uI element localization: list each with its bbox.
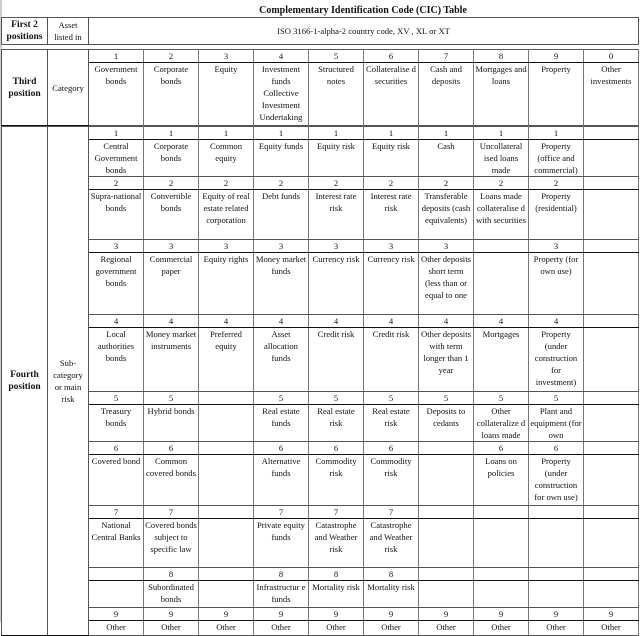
code-cell: 5 (309, 50, 364, 63)
code-cell: 9 (584, 608, 639, 621)
code-cell: 1 (309, 127, 364, 140)
name-cell (584, 581, 639, 608)
name-cell: Money market instruments (144, 328, 199, 392)
code-cell: 3 (199, 240, 254, 253)
name-cell: Government bonds (89, 63, 144, 126)
code-cell: 1 (144, 127, 199, 140)
code-cell (584, 315, 639, 328)
fourth-code-row (2, 177, 639, 190)
code-cell (584, 568, 639, 581)
name-cell: Catastrophe and Weather risk (364, 519, 419, 568)
code-cell: 6 (254, 442, 309, 455)
code-cell: 5 (364, 392, 419, 405)
fourth-name-row (2, 328, 639, 392)
name-cell: Central Government bonds (89, 140, 144, 177)
code-cell: 2 (419, 177, 474, 190)
code-cell: 9 (144, 608, 199, 621)
third-sub-label: Category (48, 50, 89, 126)
name-cell (529, 581, 584, 608)
name-cell: Money market funds (254, 253, 309, 315)
code-cell: 9 (254, 608, 309, 621)
code-cell: 5 (309, 392, 364, 405)
code-cell: 2 (364, 177, 419, 190)
name-cell (419, 519, 474, 568)
name-cell: National Central Banks (89, 519, 144, 568)
code-cell (529, 568, 584, 581)
asset-listed-in-label: Asset listed in (48, 18, 89, 45)
name-cell: Credit risk (309, 328, 364, 392)
code-cell: 6 (309, 442, 364, 455)
code-cell: 1 (89, 127, 144, 140)
name-cell (584, 140, 639, 177)
name-cell: Equity funds (254, 140, 309, 177)
fourth-code-row (2, 568, 639, 581)
name-cell: Currency risk (364, 253, 419, 315)
code-cell: 1 (254, 127, 309, 140)
code-cell (584, 240, 639, 253)
name-cell: Transferable deposits (cash equivalents) (419, 190, 474, 240)
name-cell: Mortgages (474, 328, 529, 392)
name-cell: Subordinated bonds (144, 581, 199, 608)
code-cell: 6 (364, 442, 419, 455)
name-cell: Common covered bonds (144, 455, 199, 506)
fourth-code-row (2, 506, 639, 519)
name-cell: Other (474, 621, 529, 636)
code-cell: 3 (144, 240, 199, 253)
name-cell: Covered bond (89, 455, 144, 506)
code-cell (584, 506, 639, 519)
third-code-row (2, 50, 639, 63)
name-cell: Cash and deposits (419, 63, 474, 126)
name-cell: Interest rate risk (364, 190, 419, 240)
name-cell: Real estate risk (309, 405, 364, 442)
code-cell: 8 (364, 568, 419, 581)
code-cell: 5 (419, 392, 474, 405)
name-cell: Uncollateral ised loans made (474, 140, 529, 177)
code-cell: 6 (89, 442, 144, 455)
code-cell (419, 442, 474, 455)
code-cell: 1 (419, 127, 474, 140)
name-cell: Equity risk (364, 140, 419, 177)
name-cell: Equity (199, 63, 254, 126)
code-cell: 3 (199, 50, 254, 63)
code-cell (199, 568, 254, 581)
name-cell: Loans on policies (474, 455, 529, 506)
name-cell: Other (584, 621, 639, 636)
name-cell: Convertible bonds (144, 190, 199, 240)
code-cell: 2 (529, 177, 584, 190)
name-cell: Other deposits with term longer than 1 year (419, 328, 474, 392)
code-cell (474, 568, 529, 581)
code-cell: 1 (364, 127, 419, 140)
fourth-code-row (2, 315, 639, 328)
code-cell: 2 (144, 177, 199, 190)
code-cell: 7 (309, 506, 364, 519)
code-cell: 9 (89, 608, 144, 621)
name-cell: Mortality risk (364, 581, 419, 608)
code-cell: 1 (474, 127, 529, 140)
code-cell (419, 506, 474, 519)
code-cell: 6 (144, 442, 199, 455)
fourth-name-row (2, 519, 639, 568)
third-name-row (2, 63, 639, 126)
fourth-code-row (2, 392, 639, 405)
fourth-position-label: Fourth position (2, 127, 48, 636)
code-cell: 9 (529, 608, 584, 621)
name-cell (474, 519, 529, 568)
name-cell (199, 455, 254, 506)
name-cell: Real estate funds (254, 405, 309, 442)
code-cell: 9 (419, 608, 474, 621)
name-cell: Supra-national bonds (89, 190, 144, 240)
name-cell: Other (89, 621, 144, 636)
name-cell: Alternative funds (254, 455, 309, 506)
name-cell (419, 455, 474, 506)
code-cell: 7 (254, 506, 309, 519)
code-cell: 8 (474, 50, 529, 63)
code-cell (474, 240, 529, 253)
name-cell: Investment funds Collective Investment Undertaking (254, 63, 309, 126)
code-cell (199, 506, 254, 519)
fourth-name-row (2, 140, 639, 177)
code-cell: 5 (529, 392, 584, 405)
name-cell (584, 519, 639, 568)
code-cell (584, 392, 639, 405)
name-cell: Other (144, 621, 199, 636)
code-cell: 2 (199, 177, 254, 190)
name-cell: Debt funds (254, 190, 309, 240)
name-cell (199, 581, 254, 608)
name-cell: Loans made collateralise d with securities (474, 190, 529, 240)
name-cell: Cash (419, 140, 474, 177)
code-cell: 5 (89, 392, 144, 405)
fourth-sub-label: Sub-category or main risk (48, 127, 89, 636)
code-cell (529, 506, 584, 519)
name-cell: Asset allocation funds (254, 328, 309, 392)
name-cell: Commodity risk (364, 455, 419, 506)
name-cell: Corporate bonds (144, 140, 199, 177)
name-cell (584, 328, 639, 392)
fourth-code-row (2, 442, 639, 455)
name-cell: Property (529, 63, 584, 126)
code-cell: 0 (584, 50, 639, 63)
first-2-positions-label: First 2 positions (2, 18, 48, 45)
code-cell (474, 506, 529, 519)
code-cell: 3 (89, 240, 144, 253)
code-cell: 5 (474, 392, 529, 405)
name-cell: Other (254, 621, 309, 636)
code-cell: 6 (474, 442, 529, 455)
name-cell: Property (for own use) (529, 253, 584, 315)
code-cell (89, 568, 144, 581)
name-cell: Local authorities bonds (89, 328, 144, 392)
name-cell: Other collateralize d loans made (474, 405, 529, 442)
code-cell: 3 (419, 240, 474, 253)
name-cell: Other (529, 621, 584, 636)
name-cell: Other (199, 621, 254, 636)
code-cell: 2 (254, 177, 309, 190)
code-cell: 2 (474, 177, 529, 190)
name-cell: Equity of real estate related corporation (199, 190, 254, 240)
code-cell: 2 (89, 177, 144, 190)
code-cell: 9 (199, 608, 254, 621)
name-cell: Infrastructur e funds (254, 581, 309, 608)
code-cell: 3 (309, 240, 364, 253)
name-cell (584, 190, 639, 240)
name-cell: Currency risk (309, 253, 364, 315)
name-cell: Hybrid bonds (144, 405, 199, 442)
name-cell: Property (office and commercial) (529, 140, 584, 177)
name-cell: Equity risk (309, 140, 364, 177)
code-cell: 8 (309, 568, 364, 581)
code-cell: 7 (144, 506, 199, 519)
name-cell (584, 253, 639, 315)
code-cell: 8 (144, 568, 199, 581)
code-cell: 6 (529, 442, 584, 455)
code-cell: 9 (529, 50, 584, 63)
code-cell: 9 (364, 608, 419, 621)
code-cell (584, 127, 639, 140)
name-cell (199, 519, 254, 568)
name-cell: Other (419, 621, 474, 636)
code-cell: 3 (529, 240, 584, 253)
fourth-name-row (2, 621, 639, 636)
code-cell: 8 (254, 568, 309, 581)
fourth-name-row (2, 253, 639, 315)
code-cell: 1 (529, 127, 584, 140)
table-title: Complementary Identification Code (CIC) Table (259, 5, 467, 16)
name-cell (474, 581, 529, 608)
name-cell: Commodity risk (309, 455, 364, 506)
code-cell: 1 (89, 50, 144, 63)
code-cell: 9 (474, 608, 529, 621)
code-cell: 3 (364, 240, 419, 253)
name-cell (419, 581, 474, 608)
name-cell: Corporate bonds (144, 63, 199, 126)
code-cell: 7 (419, 50, 474, 63)
code-cell: 4 (144, 315, 199, 328)
name-cell: Real estate risk (364, 405, 419, 442)
name-cell (199, 405, 254, 442)
name-cell: Preferred equity (199, 328, 254, 392)
code-cell: 5 (144, 392, 199, 405)
country-code-description: ISO 3166-1-alpha-2 country code, XV , XL or XT (89, 18, 639, 45)
name-cell: Credit risk (364, 328, 419, 392)
name-cell: Property (residential) (529, 190, 584, 240)
header-row (2, 18, 639, 45)
name-cell: Other investments (584, 63, 639, 126)
name-cell: Commercial paper (144, 253, 199, 315)
fourth-code-row (2, 127, 639, 140)
code-cell: 2 (144, 50, 199, 63)
name-cell (584, 405, 639, 442)
fourth-code-row (2, 608, 639, 621)
code-cell: 4 (254, 50, 309, 63)
code-cell: 9 (309, 608, 364, 621)
code-cell: 7 (364, 506, 419, 519)
code-cell: 4 (254, 315, 309, 328)
fourth-name-row (2, 581, 639, 608)
code-cell: 7 (89, 506, 144, 519)
name-cell: Deposits to cedants (419, 405, 474, 442)
fourth-name-row (2, 405, 639, 442)
code-cell: 4 (529, 315, 584, 328)
code-cell: 4 (364, 315, 419, 328)
fourth-code-row (2, 240, 639, 253)
code-cell (199, 392, 254, 405)
code-cell: 4 (199, 315, 254, 328)
name-cell: Collateralise d securities (364, 63, 419, 126)
name-cell: Plant and equipment (for own (530, 406, 582, 440)
fourth-name-row (2, 455, 639, 506)
name-cell: Other (309, 621, 364, 636)
cic-table (1, 17, 639, 636)
code-cell (419, 568, 474, 581)
code-cell: 4 (89, 315, 144, 328)
name-cell: Catastrophe and Weather risk (309, 519, 364, 568)
code-cell: 4 (474, 315, 529, 328)
name-cell: Regional government bonds (89, 253, 144, 315)
name-cell (529, 519, 584, 568)
name-cell (584, 455, 639, 506)
name-cell: Private equity funds (254, 519, 309, 568)
code-cell (199, 442, 254, 455)
code-cell (584, 177, 639, 190)
name-cell: Interest rate risk (309, 190, 364, 240)
code-cell: 1 (199, 127, 254, 140)
third-position-label: Third position (2, 50, 48, 126)
name-cell: Other deposits short term (less than or equal to one (419, 253, 474, 315)
name-cell (474, 253, 529, 315)
code-cell: 4 (419, 315, 474, 328)
code-cell: 3 (254, 240, 309, 253)
code-cell: 6 (364, 50, 419, 63)
name-cell: Covered bonds subject to specific law (144, 519, 199, 568)
code-cell: 2 (309, 177, 364, 190)
name-cell: Other (364, 621, 419, 636)
code-cell (584, 442, 639, 455)
name-cell: Mortality risk (309, 581, 364, 608)
name-cell: Property (under construction for own use) (529, 455, 584, 506)
name-cell: Property (under construction for investment) (529, 328, 584, 392)
name-cell: Common equity (199, 140, 254, 177)
code-cell: 5 (254, 392, 309, 405)
name-cell: Treasury bonds (89, 405, 144, 442)
name-cell (89, 581, 144, 608)
name-cell: Mortgages and loans (474, 63, 529, 126)
name-cell: Equity rights (199, 253, 254, 315)
name-cell: Structured notes (309, 63, 364, 126)
fourth-name-row (2, 190, 639, 240)
code-cell: 4 (309, 315, 364, 328)
